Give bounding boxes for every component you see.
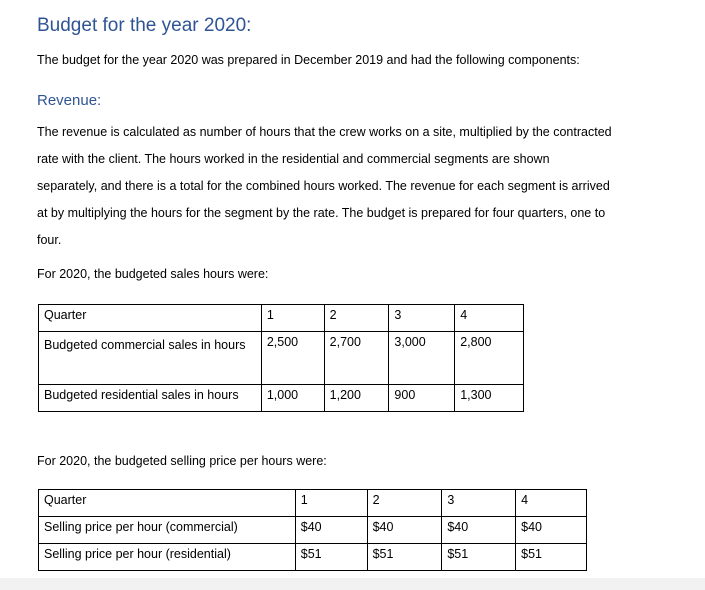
table-cell: 3	[442, 490, 516, 517]
table-cell: 2,700	[324, 332, 389, 385]
bottom-scroll-area	[0, 578, 705, 590]
table-cell: 2	[367, 490, 442, 517]
sales-hours-intro: For 2020, the budgeted sales hours were:	[37, 267, 269, 281]
table-header-row	[39, 305, 524, 332]
table-cell: Budgeted commercial sales in hours	[39, 332, 262, 385]
table-cell: $51	[516, 544, 587, 571]
table-cell: 1,200	[324, 385, 389, 412]
table-row	[39, 544, 587, 571]
page-title: Budget for the year 2020:	[37, 15, 252, 36]
revenue-heading: Revenue:	[37, 92, 102, 109]
table-cell: 2	[324, 305, 389, 332]
table-cell: $40	[516, 517, 587, 544]
paragraph-line: at by multiplying the hours for the segment by the rate. The budget is prepared for four quarters, one to	[37, 206, 606, 220]
intro-text: The budget for the year 2020 was prepared in December 2019 and had the following components:	[37, 53, 580, 67]
revenue-paragraph	[37, 119, 677, 254]
price-intro: For 2020, the budgeted selling price per hours were:	[37, 454, 327, 468]
paragraph-line: The revenue is calculated as number of hours that the crew works on a site, multiplied by the contracted	[37, 125, 612, 139]
table-cell: Budgeted residential sales in hours	[39, 385, 262, 412]
table-cell: 4	[455, 305, 524, 332]
table-cell: Quarter	[39, 490, 296, 517]
paragraph-line: rate with the client. The hours worked in the residential and commercial segments are shown	[37, 152, 550, 166]
sales-hours-table	[38, 304, 524, 412]
table-header-row	[39, 490, 587, 517]
table-cell: Selling price per hour (residential)	[39, 544, 296, 571]
table-cell: 1,000	[261, 385, 324, 412]
table-cell: Selling price per hour (commercial)	[39, 517, 296, 544]
paragraph-line: four.	[37, 233, 62, 247]
table-row	[39, 332, 524, 385]
table-cell: 3,000	[389, 332, 455, 385]
table-cell: 4	[516, 490, 587, 517]
table-cell: $40	[295, 517, 367, 544]
table-cell: 1,300	[455, 385, 524, 412]
table-row	[39, 517, 587, 544]
table-cell: 900	[389, 385, 455, 412]
table-cell: 2,500	[261, 332, 324, 385]
table-cell: $51	[295, 544, 367, 571]
table-cell: 1	[261, 305, 324, 332]
table-row	[39, 385, 524, 412]
table-cell: 3	[389, 305, 455, 332]
table-cell: $40	[367, 517, 442, 544]
table-cell: $51	[442, 544, 516, 571]
table-cell: 2,800	[455, 332, 524, 385]
table-cell: $40	[442, 517, 516, 544]
table-cell: 1	[295, 490, 367, 517]
paragraph-line: separately, and there is a total for the combined hours worked. The revenue for each segment is arrived	[37, 179, 610, 193]
table-cell: Quarter	[39, 305, 262, 332]
table-cell: $51	[367, 544, 442, 571]
price-table	[38, 489, 587, 571]
